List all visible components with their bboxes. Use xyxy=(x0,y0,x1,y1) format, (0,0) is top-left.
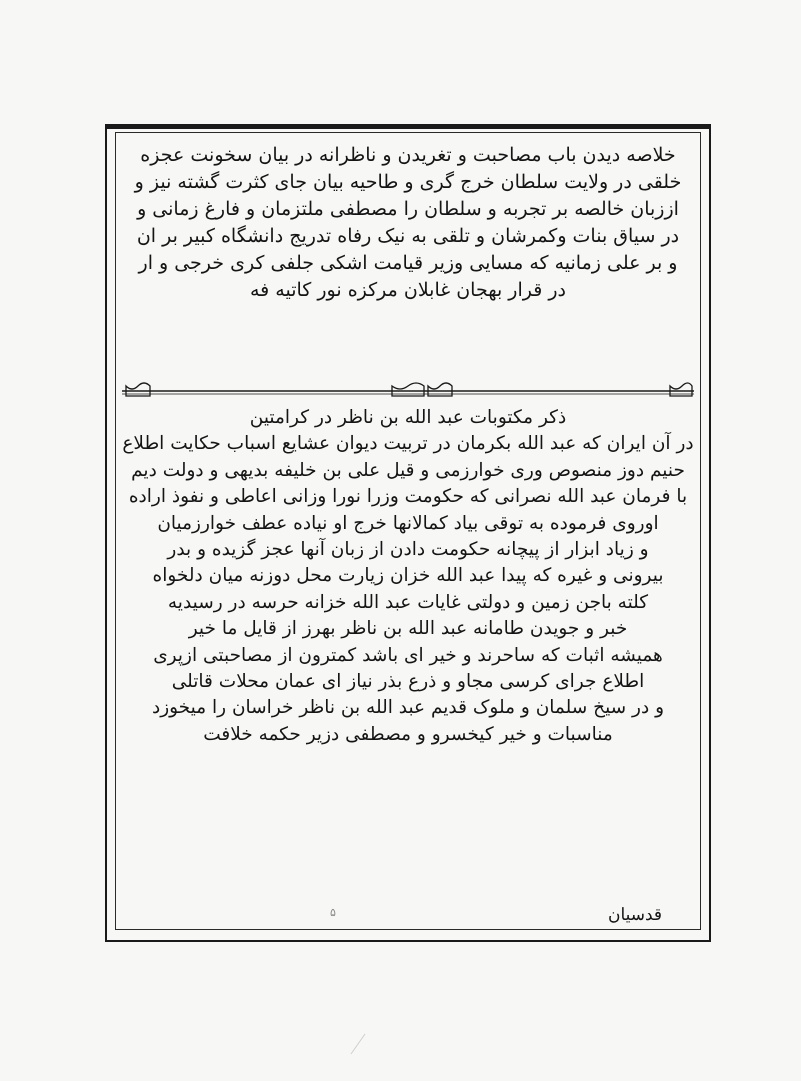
text-line: و زیاد ابزار از پیچانه حکومت دادن از زبان آنها عجز گزیده و بدر xyxy=(167,538,649,560)
catchword: قدسيان xyxy=(607,905,663,925)
text-line: حنیم دوز منصوص وری خوارزمی و قیل علی بن خلیفه بدیهی و دولت دیم xyxy=(131,459,685,481)
bottom-paragraph xyxy=(122,405,694,748)
text-line: با فرمان عبد الله نصرانی که حکومت وزرا نورا وزانی اعاطی و نفوذ اراده xyxy=(128,486,688,508)
text-line: مناسبات و خیر کیخسرو و مصطفی دزیر حکمه خلافت xyxy=(203,723,613,745)
text-line: کلته باجن زمین و دولتی غایات عبد الله خزانه حرسه در رسیدیه xyxy=(167,591,649,613)
text-line: همیشه اثبات که ساحرند و خیر ای باشد کمترون از مصاحبتی ازپری xyxy=(153,644,663,666)
text-line: اوروی فرموده به توقی بیاد کمالانها خرج او نیاده عطف خوارزمیان xyxy=(157,512,659,534)
text-line: خبر و جویدن طامانه عبد الله بن ناظر بهرز از قایل ما خیر xyxy=(188,618,628,640)
divider-ornament xyxy=(122,382,694,400)
text-line: اززبان خالصه بر تجربه و سلطان را مصطفی ملتزمان و فارغ زمانی و xyxy=(137,198,679,220)
text-line: و در سیخ سلمان و ملوک قدیم عبد الله بن ناظر خراسان را میخوزد xyxy=(151,697,665,719)
text-line: و بر علی زمانیه که مسایی وزیر قیامت اشکی جلفی کری خرجی و ار xyxy=(138,252,678,274)
text-line: اطلاع جرای کرسی مجاو و ذرع بذر نیاز ای عمان محلات قاتلی xyxy=(171,670,645,692)
text-line: بیرونی و غیره که پیدا عبد الله خزان زیارت محل دوزنه میان دلخواه xyxy=(152,565,664,587)
text-line: در سیاق بنات وکمرشان و تلقی به نیک رفاه تدریج دانشگاه کبیر بر ان xyxy=(136,225,680,247)
top-paragraph xyxy=(122,142,694,304)
text-line: خلاصه دیدن باب مصاحبت و تغریدن و ناظرانه در بیان سخونت عجزه xyxy=(140,144,676,166)
section-heading: ذکر مکتوبات عبد الله بن ناظر در کرامتین xyxy=(249,407,567,428)
paper-mark xyxy=(345,1028,375,1058)
text-line: در قرار بهجان غابلان مرکزه نور کاتیه فه xyxy=(249,279,567,301)
ornamental-divider xyxy=(122,382,694,400)
text-line: در آن ایران که عبد الله بکرمان در تربیت دیوان عشایع اسباب حکایت اطلاع xyxy=(122,433,694,455)
text-line: خلقی در ولایت سلطان خرج گری و طاحیه بیان جای کثرت گشته نیز و xyxy=(134,171,682,193)
page-mark: ۵ xyxy=(330,906,336,919)
